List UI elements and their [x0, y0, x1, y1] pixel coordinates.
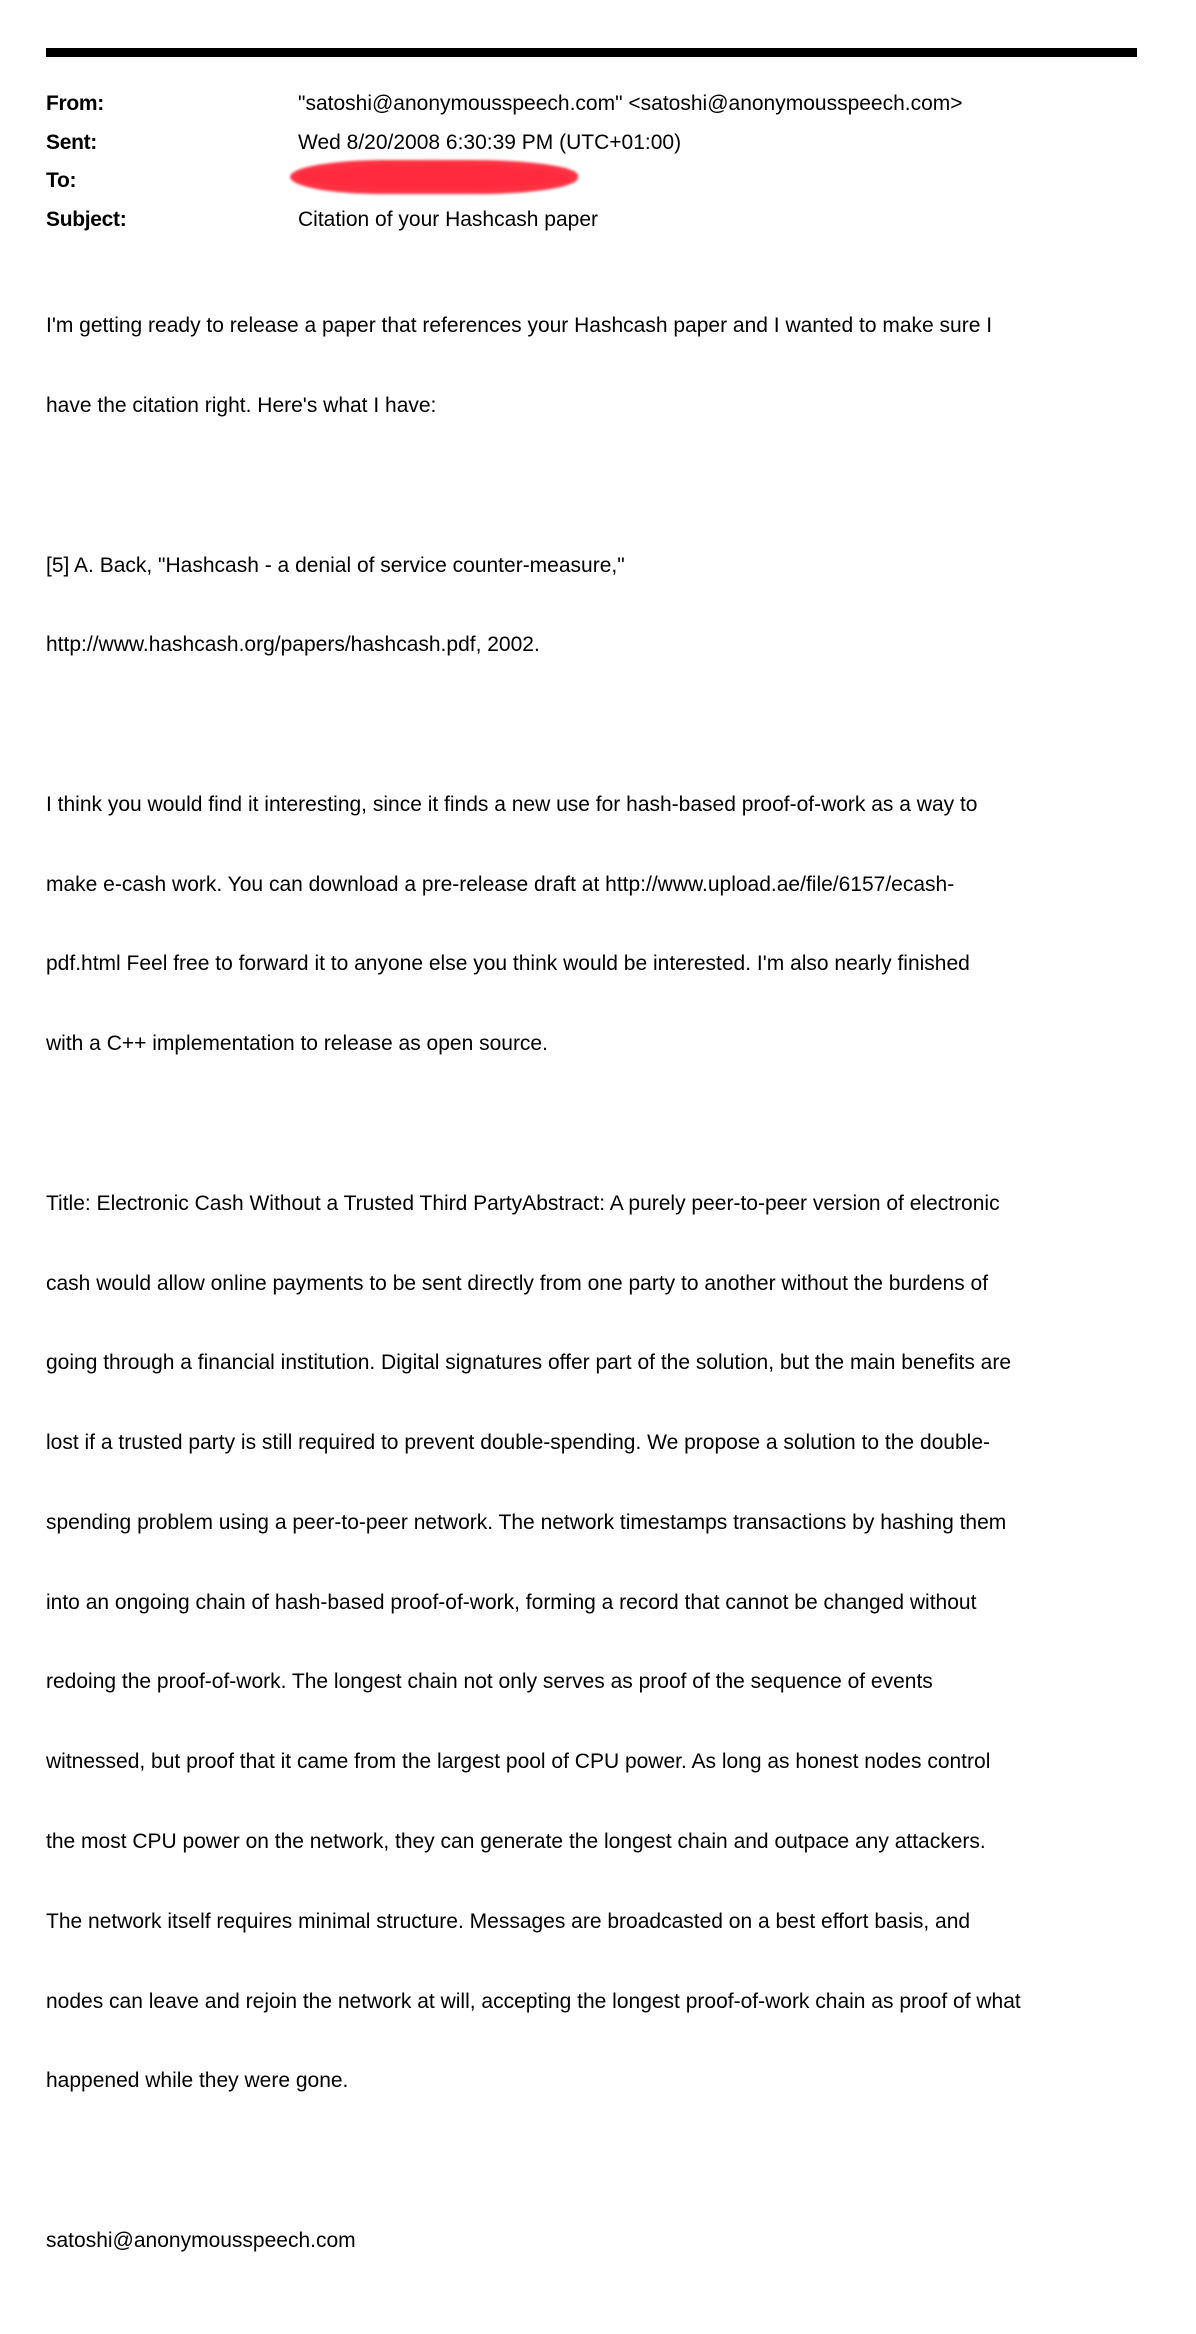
email-body — [46, 260, 1138, 2334]
paragraph-abstract — [46, 1138, 1138, 2149]
body-line: make e-cash work. You can download a pre-release draft at http://www.upload.ae/file/6157/ecash- — [46, 872, 955, 896]
body-line: cash would allow online payments to be sent directly from one party to another without the burdens of — [46, 1271, 989, 1295]
header-row-subject — [46, 206, 1146, 245]
paragraph-draft — [46, 739, 1138, 1111]
body-line: pdf.html Feel free to forward it to anyone else you think would be interested. I'm also nearly finished — [46, 952, 970, 976]
header-row-from — [46, 90, 1146, 129]
header-row-sent — [46, 129, 1146, 168]
paragraph-citation — [46, 499, 1138, 712]
subject-value: Citation of your Hashcash paper — [298, 207, 598, 231]
body-line: [5] A. Back, "Hashcash - a denial of service counter-measure," — [46, 553, 625, 577]
from-label: From: — [46, 92, 104, 115]
body-line: lost if a trusted party is still required to prevent double-spending. We propose a solution to the double- — [46, 1431, 990, 1455]
signature-email: satoshi@anonymousspeech.com — [46, 2228, 356, 2252]
body-line: with a C++ implementation to release as open source. — [46, 1032, 548, 1056]
email-header — [46, 90, 1146, 244]
subject-label: Subject: — [46, 207, 127, 231]
sent-label: Sent: — [46, 130, 98, 154]
body-line: the most CPU power on the network, they can generate the longest chain and outpace any attackers. — [46, 1830, 986, 1854]
body-line: I think you would find it interesting, since it finds a new use for hash-based proof-of-work as a way to — [46, 792, 978, 816]
redaction-mark — [290, 160, 578, 194]
body-line: Title: Electronic Cash Without a Trusted Third PartyAbstract: A purely peer-to-peer version of electronic — [46, 1191, 1000, 1215]
body-line: into an ongoing chain of hash-based proof-of-work, forming a record that cannot be changed without — [46, 1590, 977, 1614]
header-divider-rule — [46, 48, 1137, 57]
body-line: nodes can leave and rejoin the network at will, accepting the longest proof-of-work chain as proof of what — [46, 1989, 1021, 2013]
body-line: going through a financial institution. Digital signatures offer part of the solution, but the main benefits are — [46, 1351, 1012, 1375]
sent-value: Wed 8/20/2008 6:30:39 PM (UTC+01:00) — [298, 130, 682, 154]
body-line: redoing the proof-of-work. The longest chain not only serves as proof of the sequence of events — [46, 1670, 933, 1694]
signature — [46, 2175, 1138, 2308]
body-line: http://www.hashcash.org/papers/hashcash.pdf, 2002. — [46, 633, 540, 657]
from-value: "satoshi@anonymousspeech.com" <satoshi@anonymousspeech.com> — [298, 92, 963, 115]
body-line: have the citation right. Here's what I have: — [46, 393, 437, 417]
body-line: witnessed, but proof that it came from the largest pool of CPU power. As long as honest nodes control — [46, 1750, 991, 1774]
body-line: I'm getting ready to release a paper that references your Hashcash paper and I wanted to make sure I — [46, 314, 993, 338]
to-label: To: — [46, 169, 77, 192]
header-row-to — [46, 167, 1146, 206]
paragraph-intro — [46, 260, 1138, 473]
body-line: spending problem using a peer-to-peer network. The network timestamps transactions by hashing them — [46, 1510, 1007, 1534]
body-line: The network itself requires minimal structure. Messages are broadcasted on a best effort basis, and — [46, 1909, 971, 1933]
body-line: happened while they were gone. — [46, 2069, 349, 2093]
